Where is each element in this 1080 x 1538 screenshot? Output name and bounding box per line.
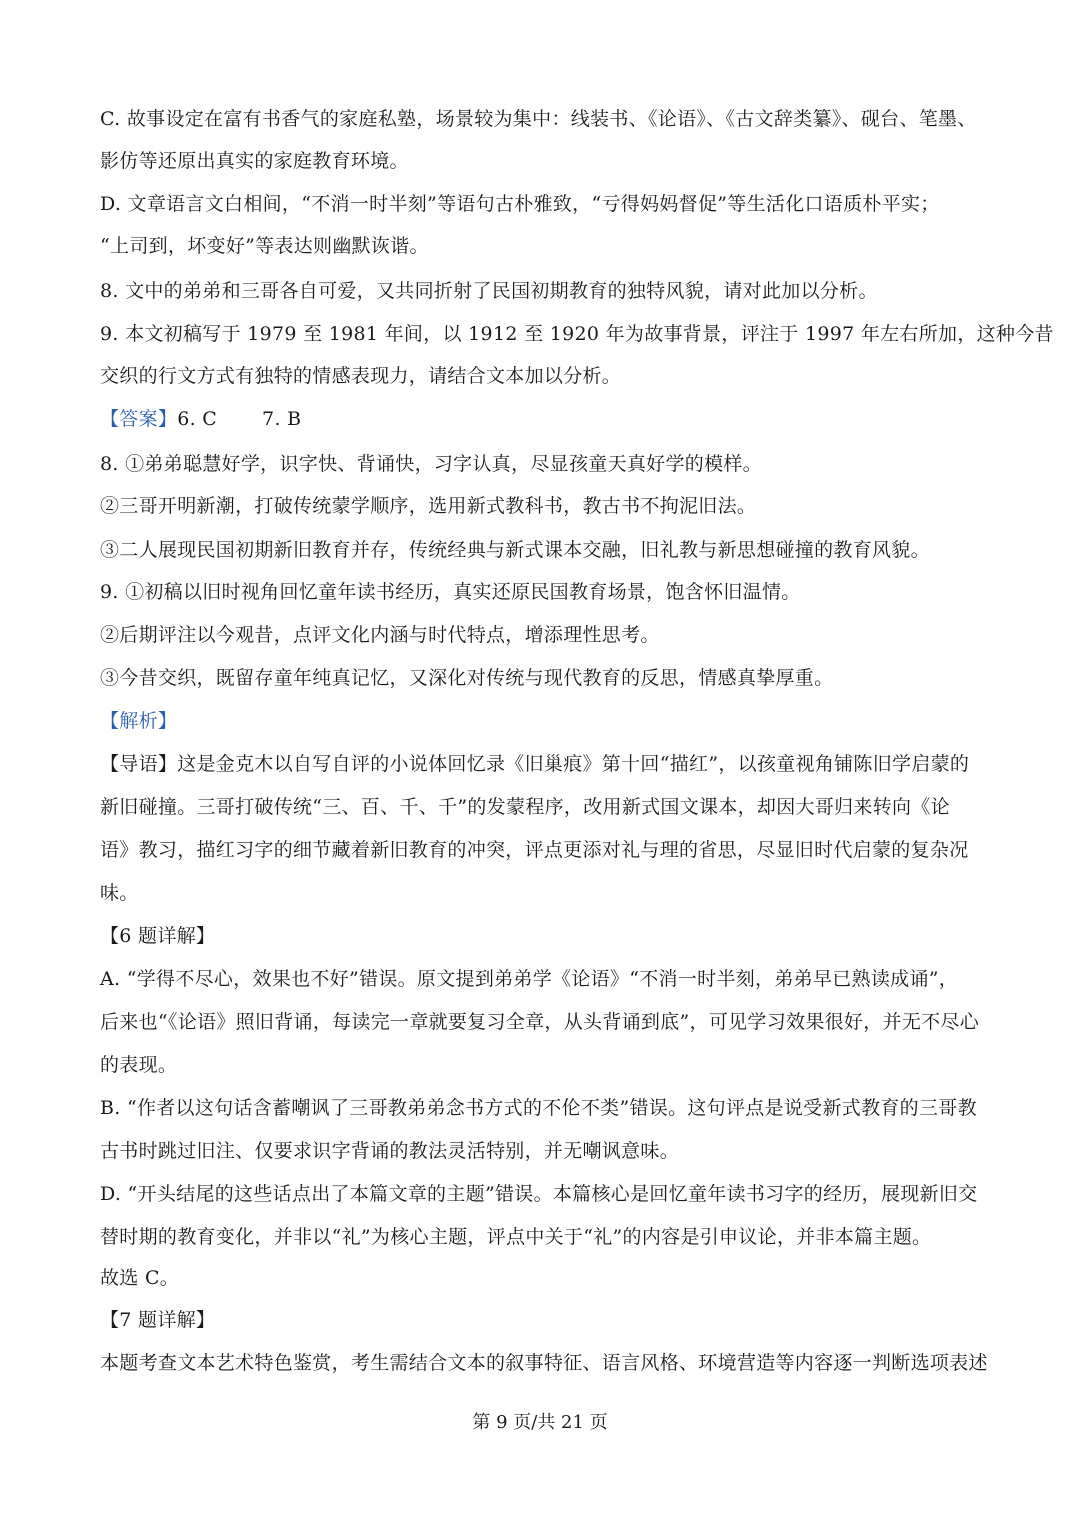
- option-d-line-2: “上司到，坏变好”等表达则幽默诙谐。: [100, 235, 429, 257]
- option-d-line-1: D. 文章语言文白相间，“不消一时半刻”等语句古朴雅致，“亏得妈妈督促”等生活化口语质朴平实；: [100, 193, 940, 215]
- q6-option-b-line-2: 古书时跳过旧注、仅要求识字背诵的教法灵活特别，并无嘲讽意味。: [100, 1140, 680, 1162]
- answer-label: 【答案】: [100, 408, 178, 430]
- question-9-line-1: 9. 本文初稿写于 1979 至 1981 年间，以 1912 至 1920 年为故事背景，评注于 1997 年左右所加，这种今昔: [100, 323, 1054, 345]
- q6-option-d-line-1: D. “开头结尾的这些话点出了本篇文章的主题”错误。本篇核心是回忆童年读书习字的经历，展现新旧交: [100, 1183, 978, 1205]
- answer-text: 6. C 7. B: [177, 408, 302, 430]
- analysis-label: 【解析】: [100, 710, 178, 732]
- q6-detail-heading: 【6 题详解】: [100, 925, 216, 947]
- q6-option-b-line-1: B. “作者以这句话含蓄嘲讽了三哥教弟弟念书方式的不伦不类”错误。这句评点是说受新式教育的三哥教: [100, 1097, 977, 1119]
- q6-option-a-line-2: 后来也“《论语》照旧背诵，每读完一章就要复习全章，从头背诵到底”，可见学习效果很好，并无不尽心: [100, 1011, 980, 1033]
- q6-option-d-line-2: 替时期的教育变化，并非以“礼”为核心主题，评点中关于“礼”的内容是引申议论，并非本篇主题。: [100, 1226, 932, 1248]
- question-8: 8. 文中的弟弟和三哥各自可爱，又共同折射了民国初期教育的独特风貌，请对此加以分析。: [100, 280, 878, 302]
- q7-detail-line-1: 本题考查文本艺术特色鉴赏，考生需结合文本的叙事特征、语言风格、环境营造等内容逐一判断选项表述: [100, 1352, 988, 1374]
- intro-line-2: 新旧碰撞。三哥打破传统“三、百、千、千”的发蒙程序，改用新式国文课本，却因大哥归来转向《论: [100, 796, 950, 818]
- q7-detail-heading: 【7 题详解】: [100, 1309, 216, 1331]
- answer-line: [100, 405, 990, 433]
- option-c-line-1: C. 故事设定在富有书香气的家庭私塾，场景较为集中：线装书、《论语》、《古文辞类纂》、砚台、笔墨、: [100, 108, 977, 130]
- answer-9-point-2: ②后期评注以今观昔，点评文化内涵与时代特点，增添理性思考。: [100, 624, 660, 646]
- answer-8-point-1: 8. ①弟弟聪慧好学，识字快、背诵快，习字认真，尽显孩童天真好学的模样。: [100, 453, 762, 475]
- intro-line-4: 味。: [100, 882, 139, 904]
- option-c-line-2: 影仿等还原出真实的家庭教育环境。: [100, 150, 409, 172]
- question-9-line-2: 交织的行文方式有独特的情感表现力，请结合文本加以分析。: [100, 365, 622, 387]
- q6-option-a-line-1: A. “学得不尽心，效果也不好”错误。原文提到弟弟学《论语》“不消一时半刻，弟弟早已熟读成诵”，: [100, 968, 959, 990]
- q6-conclusion: 故选 C。: [100, 1267, 180, 1289]
- q6-option-a-line-3: 的表现。: [100, 1054, 178, 1076]
- answer-9-point-1: 9. ①初稿以旧时视角回忆童年读书经历，真实还原民国教育场景，饱含怀旧温情。: [100, 581, 801, 603]
- answer-8-point-3: ③二人展现民国初期新旧教育并存，传统经典与新式课本交融，旧礼教与新思想碰撞的教育风貌。: [100, 539, 930, 561]
- intro-line-3: 语》教习，描红习字的细节藏着新旧教育的冲突，评点更添对礼与理的省思，尽显旧时代启蒙的复杂况: [100, 839, 969, 861]
- intro-line-1: 【导语】这是金克木以自写自评的小说体回忆录《旧巢痕》第十回“描红”，以孩童视角铺陈旧学启蒙的: [100, 753, 970, 775]
- answer-8-point-2: ②三哥开明新潮，打破传统蒙学顺序，选用新式教科书，教古书不拘泥旧法。: [100, 495, 757, 517]
- page-footer: 第 9 页/共 21 页: [472, 1412, 608, 1433]
- answer-9-point-3: ③今昔交织，既留存童年纯真记忆，又深化对传统与现代教育的反思，情感真挚厚重。: [100, 667, 834, 689]
